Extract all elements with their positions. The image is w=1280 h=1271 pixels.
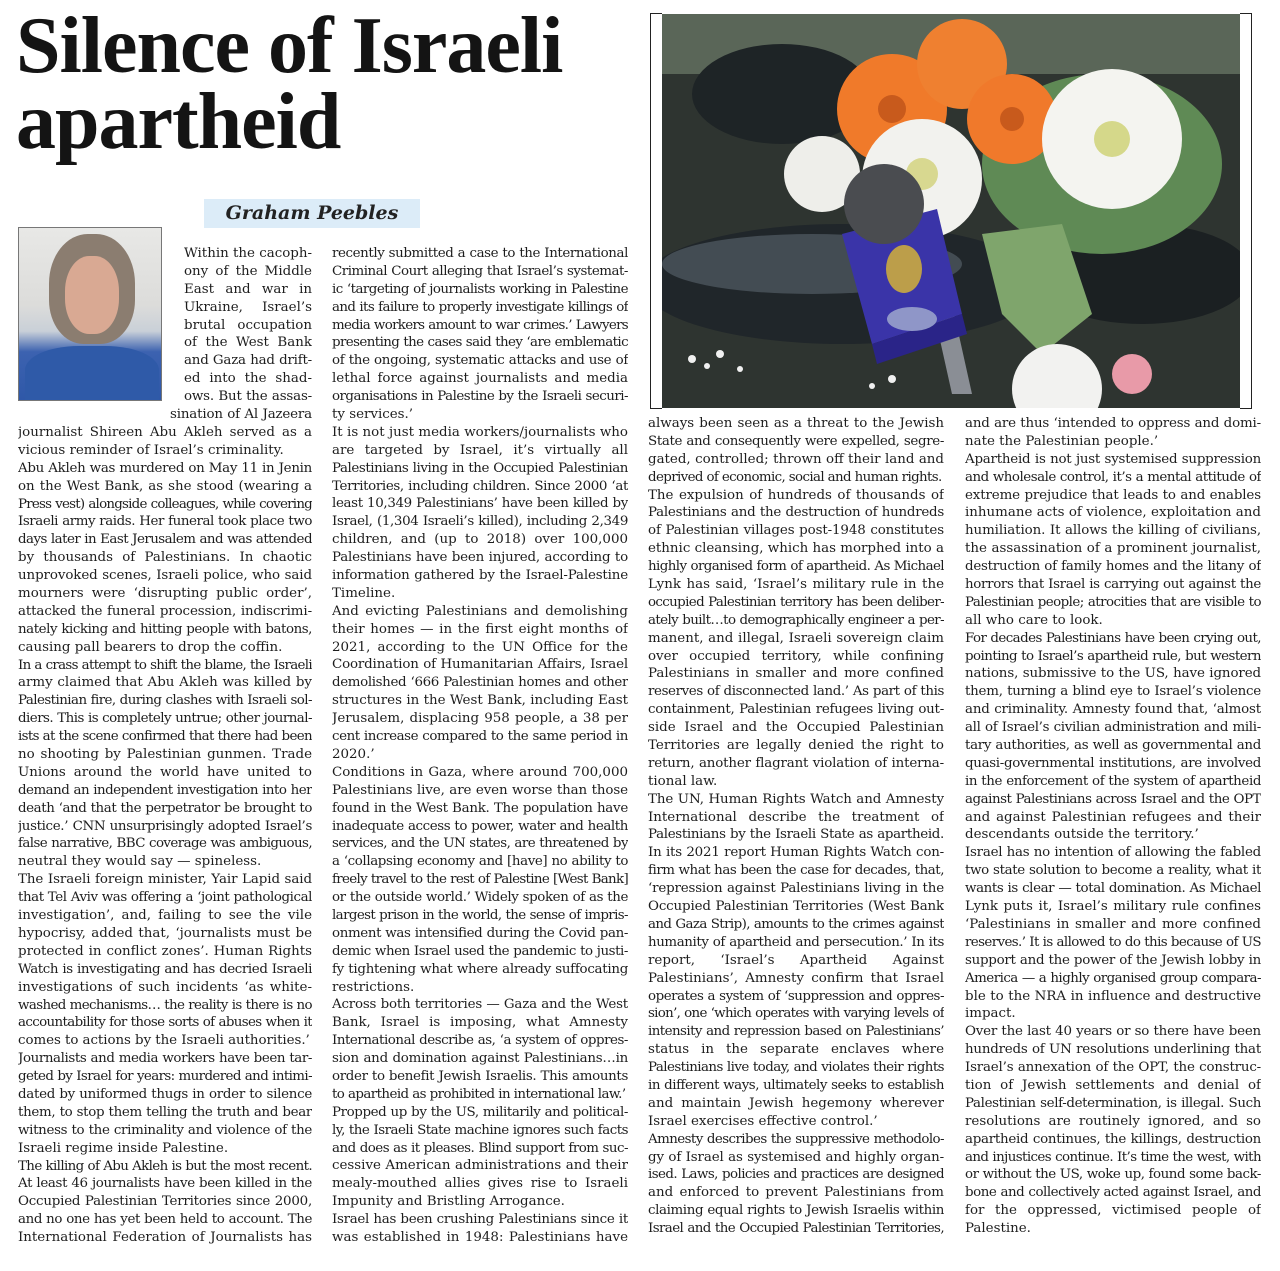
text-line: intensity and repression based on Palestinians’	[648, 1024, 944, 1040]
text-line: or the outside world.’ Widely spoken of as the	[332, 890, 628, 906]
text-line: and no one has yet been held to account. The	[18, 1212, 312, 1228]
text-line: Palestinians’, Amnesty confirm that Israel	[648, 970, 944, 986]
text-line: claiming equal rights to Jewish Israelis within	[648, 1203, 944, 1219]
text-line: and maintain Jewish hegemony wherever	[648, 1095, 944, 1111]
text-line: Within the cacoph-	[184, 246, 312, 261]
text-line: ed into the shad-	[184, 371, 312, 387]
text-line: geted by Israel for years: murdered and intimi-	[18, 1069, 312, 1085]
text-line: of the West Bank	[184, 335, 312, 351]
text-line: media workers amount to war crimes.’ Lawyers	[332, 317, 628, 333]
text-line: report, ‘Israel’s Apartheid Against	[648, 952, 944, 968]
text-line: recently submitted a case to the International	[332, 246, 628, 261]
text-line: accountability for those sorts of abuses when it	[18, 1015, 312, 1031]
text-line: Bank, Israel is imposing, what Amnesty	[332, 1015, 628, 1031]
text-line: all of Israel’s civilian administration and mili-	[965, 720, 1261, 736]
text-line: brutal occupation	[184, 317, 312, 333]
text-line: by thousands of Palestinians. In chaotic	[18, 550, 312, 566]
text-line: Palestinians by the Israeli State as apartheid.	[648, 827, 944, 843]
text-line: restrictions.	[332, 979, 415, 995]
text-line: Abu Akleh was murdered on May 11 in Jenin	[18, 460, 312, 476]
text-line: nate the Palestinian people.’	[965, 433, 1159, 449]
text-line: America — a highly organised group compara-	[965, 970, 1261, 986]
text-line: and its failure to properly investigate killings of	[332, 299, 628, 315]
text-line: Palestine.	[965, 1221, 1031, 1237]
text-line: Palestinian people; atrocities that are visible to	[965, 594, 1261, 610]
text-line: all who care to look.	[965, 612, 1103, 628]
text-line: and criminality. Amnesty found that, ‘almost	[965, 702, 1261, 718]
text-line: two state solution to become a reality, what it	[965, 863, 1261, 879]
text-line: side Israel and the Occupied Palestinian	[648, 720, 944, 736]
text-line: ic ‘targeting of journalists working in Palestine	[332, 281, 628, 297]
text-line: In a crass attempt to shift the blame, the Israeli	[18, 657, 312, 673]
text-line: causing pall bearers to drop the coffin.	[18, 639, 283, 655]
text-line: and Gaza Strip), amounts to the crimes against	[648, 916, 944, 932]
text-line: hundreds of UN resolutions underlining that	[965, 1042, 1261, 1058]
text-line: Israel has no intention of allowing the fabled	[965, 845, 1261, 861]
text-line: Palestinians live today, and violates their rights	[648, 1060, 944, 1076]
text-line: State and consequently were expelled, segre-	[648, 433, 944, 449]
text-line: Amnesty describes the suppressive methodolo-	[648, 1131, 944, 1147]
text-line: humiliation. It allows the killing of civilians,	[965, 523, 1261, 539]
text-line: International describe the treatment of	[648, 809, 944, 825]
text-line: and wholesale control, it’s a mental attitude of	[965, 469, 1261, 485]
text-line: services, and the UN states, are threatened by	[332, 836, 628, 852]
text-line: to apartheid as prohibited in international law.’	[332, 1086, 626, 1102]
column-4	[965, 415, 1261, 1238]
text-line: Coordination of Humanitarian Affairs, Israel	[332, 657, 628, 673]
portrait-face	[65, 256, 119, 334]
text-line: lethal force against journalists and media	[332, 371, 628, 387]
text-line: humanity of apartheid and persecution.’ In its	[648, 934, 944, 950]
text-line: resolutions are routinely ignored, and so	[965, 1113, 1261, 1129]
text-line: hypocrisy, added that, ‘journalists must be	[18, 925, 312, 941]
text-line: The killing of Abu Akleh is but the most recent.	[18, 1158, 312, 1174]
text-line: Palestinians living in the Occupied Palestinian	[332, 460, 628, 476]
text-line: impact.	[965, 1006, 1016, 1022]
text-line: order to benefit Jewish Israelis. This amounts	[332, 1068, 628, 1084]
text-line: was established in 1948: Palestinians have	[332, 1229, 628, 1245]
text-line: apartheid continues, the killings, destruction	[965, 1131, 1261, 1147]
text-line: unprovoked scenes, Israeli police, who said	[18, 568, 312, 584]
text-line: of Palestinian villages post-1948 constitutes	[648, 523, 944, 539]
text-line: organisations in Palestine by the Israeli securi-	[332, 389, 628, 405]
text-line: In its 2021 report Human Rights Watch con-	[648, 845, 944, 861]
photo-frame-right	[1251, 13, 1252, 409]
text-line: reserves of disconnected land.’ As part of this	[648, 684, 944, 700]
text-line: ‘repression against Palestinians living in the	[648, 881, 944, 897]
text-line: Israel, (1,304 Israeli’s killed), including 2,349	[332, 514, 628, 530]
text-line: are targeted by Israel, it’s virtually all	[332, 442, 628, 458]
column-1	[18, 424, 312, 1247]
text-line: fy tightening what where already suffocating	[332, 961, 628, 977]
text-line: comes to actions by the Israeli authorities.’	[18, 1033, 310, 1049]
text-line: Israel exercises effective control.’	[648, 1113, 878, 1129]
text-line: nations, submissive to the US, have ignored	[965, 666, 1261, 682]
text-line: ists at the scene confirmed that there had been	[18, 729, 312, 745]
text-line: And evicting Palestinians and demolishing	[332, 603, 628, 619]
text-line: operates a system of ‘suppression and oppres-	[648, 988, 944, 1004]
column-1-intro-last	[170, 406, 312, 424]
text-line: mealy-mouthed allies gives rise to Israeli	[332, 1176, 628, 1192]
text-line: ethnic cleansing, which has morphed into a	[648, 541, 944, 557]
text-line: protected in conflict zones’. Human Rights	[18, 943, 312, 959]
text-line: The UN, Human Rights Watch and Amnesty	[648, 791, 944, 807]
text-line: Over the last 40 years or so there have been	[965, 1024, 1261, 1040]
text-line: firm what has been the case for decades, that,	[648, 863, 944, 879]
text-line: reserves.’ It is allowed to do this because of US	[965, 934, 1261, 950]
text-line: in different ways, ultimately seeks to establish	[648, 1077, 944, 1093]
text-line: At least 46 journalists have been killed in the	[18, 1176, 312, 1192]
text-line: Palestinians and the destruction of hundreds	[648, 505, 944, 521]
text-line: them, turning a blind eye to Israel’s violence	[965, 684, 1261, 700]
text-line: and injustices continue. It’s time the west, with	[965, 1149, 1261, 1165]
text-line: demand an independent investigation into her	[18, 782, 312, 798]
text-line: army claimed that Abu Akleh was killed by	[18, 675, 312, 691]
text-line: Impunity and Bristling Arrogance.	[332, 1194, 565, 1210]
text-line: ly, the Israeli State machine ignores such facts	[332, 1122, 628, 1138]
text-line: gy of Israel as systemised and highly organ-	[648, 1149, 944, 1165]
text-line: tional law.	[648, 773, 718, 789]
text-line: of the ongoing, systematic attacks and use of	[332, 353, 628, 369]
text-line: against Palestinians across Israel and the OPT	[965, 791, 1261, 807]
text-line: for the oppressed, victimised people of	[965, 1203, 1261, 1219]
headline	[16, 2, 646, 166]
text-line: found in the West Bank. The population have	[332, 800, 628, 816]
byline: Graham Peebles	[204, 199, 420, 228]
text-line: Territories are legally denied the right to	[648, 738, 944, 754]
column-2	[332, 245, 628, 1247]
headline-line-1: Silence of Israeli	[16, 2, 563, 90]
text-line: Apartheid is not just systemised suppression	[965, 451, 1261, 467]
text-line: sion’, one ‘which operates with varying levels of	[648, 1006, 944, 1022]
text-line: diers. This is completely untrue; other journal-	[18, 711, 312, 727]
text-line: deprived of economic, social and human rights.	[648, 469, 942, 485]
text-line: sion and domination against Palestinians…in	[332, 1051, 628, 1067]
text-line: Israel has been crushing Palestinians since it	[332, 1212, 628, 1228]
text-line: Palestinians in smaller and more confined	[648, 666, 944, 682]
text-line: and are thus ‘intended to oppress and domi-	[965, 416, 1261, 431]
text-line: least 10,349 Palestinians’ have been killed by	[332, 496, 628, 512]
text-line: tary authorities, as well as governmental and	[965, 738, 1261, 754]
text-line: horrors that Israel is carrying out against the	[965, 577, 1261, 593]
text-line: The Israeli foreign minister, Yair Lapid said	[18, 872, 312, 888]
text-line: investigation’, and, failing to see the vile	[18, 908, 312, 924]
text-line: ately built…to demographically engineer a per-	[648, 612, 944, 628]
text-line: washed mechanisms… the reality is there is no	[18, 997, 312, 1013]
text-line: Journalists and media workers have been tar-	[18, 1051, 312, 1067]
microphone-flowers-illustration	[662, 14, 1240, 408]
text-line: 2021, according to the UN Office for the	[332, 639, 628, 655]
text-line: Occupied Palestinian Territories (West Bank	[648, 899, 944, 915]
text-line: freely travel to the rest of Palestine [West Bank]	[332, 872, 628, 888]
text-line: their homes — in the first eight months of	[332, 621, 628, 637]
text-line: cent increase compared to the same period in	[332, 729, 628, 745]
text-line: occupied Palestinian territory has been deliber-	[648, 594, 944, 610]
text-line: on the West Bank, as she stood (wearing a	[18, 478, 312, 494]
text-line: The expulsion of hundreds of thousands of	[648, 487, 944, 503]
text-line: children, and (up to 2018) over 100,000	[332, 532, 628, 548]
text-line: Palestinians live, are even worse than those	[332, 782, 628, 798]
text-line: investigations of such incidents ‘as white-	[18, 979, 312, 995]
text-line: support and the power of the Jewish lobby in	[965, 952, 1261, 968]
portrait-shirt	[25, 346, 159, 401]
text-line: them, to stop them telling the truth and bear	[18, 1104, 312, 1120]
text-line: nately kicking and hitting people with batons,	[18, 621, 312, 637]
text-line: Lynk has said, ‘Israel’s military rule in the	[648, 577, 944, 593]
text-line: International describe as, ‘a system of oppres-	[332, 1033, 628, 1049]
text-line: inhumane acts of violence, exploitation and	[965, 505, 1261, 521]
text-line: structures in the West Bank, including East	[332, 693, 628, 709]
text-line: Israeli regime inside Palestine.	[18, 1140, 229, 1156]
text-line: onment was intensified during the Covid pan-	[332, 925, 628, 941]
text-line: East and war in	[184, 281, 312, 297]
text-line: information gathered by the Israel-Palestine	[332, 568, 628, 584]
text-line: mourners were ‘disrupting public order’,	[18, 586, 312, 602]
text-line: tion of Jewish settlements and denial of	[965, 1077, 1261, 1093]
text-line: over occupied territory, while confining	[648, 648, 944, 664]
text-line: bone and collectively acted against Israel, and	[965, 1185, 1261, 1201]
text-line: largest prison in the world, the sense of impris-	[332, 907, 628, 923]
text-line: extreme prejudice that leads to and enables	[965, 487, 1261, 503]
text-line: demolished ‘666 Palestinian homes and other	[332, 675, 628, 691]
text-line: ows. But the assas-	[184, 389, 312, 405]
text-line: Timeline.	[332, 585, 396, 601]
text-line: and Gaza had drift-	[184, 353, 312, 369]
text-line: Israel’s annexation of the OPT, the construc-	[965, 1060, 1261, 1076]
text-line: ised. Laws, policies and practices are designed	[648, 1167, 944, 1183]
text-line: inadequate access to power, water and health	[332, 818, 628, 834]
text-line: descendants outside the territory.’	[965, 827, 1199, 843]
text-line: 2020.’	[332, 746, 375, 762]
text-line: return, another flagrant violation of interna-	[648, 755, 944, 771]
text-line: and enforced to prevent Palestinians from	[648, 1185, 944, 1201]
text-line: demic when Israel used the pandemic to justi-	[332, 943, 628, 959]
text-line: Criminal Court alleging that Israel’s systemat-	[332, 263, 628, 279]
text-line: highly organised form of apartheid. As Michael	[648, 559, 944, 575]
text-line: wants is clear — total domination. As Michael	[965, 881, 1261, 897]
headline-line-2: apartheid	[16, 78, 341, 166]
text-line: Press vest) alongside colleagues, while covering	[18, 496, 312, 512]
text-line: Palestinian fire, during clashes with Israeli sol-	[18, 693, 312, 709]
text-line: quasi-governmental institutions, are involved	[965, 755, 1261, 771]
text-line: Palestinian self-determination, is illegal. Such	[965, 1095, 1261, 1111]
text-line: the assassination of a prominent journalist,	[965, 541, 1261, 557]
text-line: days later in East Jerusalem and was attended	[18, 532, 312, 548]
text-line: dated by uniformed thugs in order to silence	[18, 1086, 312, 1102]
text-line: cessive American administrations and their	[332, 1158, 628, 1174]
column-3	[648, 415, 944, 1238]
text-line: attacked the funeral procession, indiscrimi-	[18, 603, 312, 619]
text-line: justice.’ CNN unsurprisingly adopted Israel’s	[18, 818, 312, 834]
text-line: no shooting by Palestinian gunmen. Trade	[18, 747, 312, 763]
text-line: manent, and illegal, Israeli sovereign claim	[648, 630, 944, 646]
photo-frame-bottom	[650, 408, 662, 409]
text-line: Ukraine, Israel’s	[184, 299, 312, 315]
text-line: witness to the criminality and violence of the	[18, 1122, 312, 1138]
text-line: Propped up by the US, militarily and political-	[332, 1104, 628, 1120]
text-line: ble to the NRA in influence and destructive	[965, 988, 1261, 1004]
text-line: that Tel Aviv was offering a ‘joint pathological	[18, 890, 312, 906]
text-line: false narrative, BBC coverage was ambiguous,	[18, 836, 312, 852]
text-line: Israel and the Occupied Palestinian Territories,	[648, 1221, 944, 1237]
text-line: Across both territories — Gaza and the West	[332, 997, 628, 1013]
text-line: It is not just media workers/journalists who	[332, 424, 628, 440]
column-1-intro	[184, 245, 312, 406]
text-line: International Federation of Journalists has	[18, 1230, 312, 1246]
main-photo	[662, 14, 1240, 408]
photo-frame-bottom-right	[1240, 408, 1252, 409]
text-line: a ‘collapsing economy and [have] no ability to	[332, 854, 628, 870]
text-line: or without the US, woke up, found some back-	[965, 1167, 1261, 1183]
text-line: Palestinians have been injured, according to	[332, 550, 628, 566]
text-line: pointing to Israel’s apartheid rule, but western	[965, 648, 1261, 664]
text-line: Occupied Palestinian Territories since 2000,	[18, 1194, 312, 1210]
text-line: journalist Shireen Abu Akleh served as a	[18, 425, 312, 440]
text-line: status in the separate enclaves where	[648, 1042, 944, 1058]
text-line: presenting the cases said they ‘are emblematic	[332, 335, 628, 351]
text-line: in the enforcement of the system of apartheid	[965, 773, 1261, 789]
text-line: Unions around the world have united to	[18, 764, 312, 780]
text-line: ty services.’	[332, 407, 414, 423]
text-line: Lynk puts it, Israel’s military rule confines	[965, 899, 1261, 915]
text-line: Jerusalem, displacing 958 people, a 38 per	[332, 711, 628, 727]
text-line: and against Palestinian refugees and their	[965, 809, 1261, 825]
text-line: Israeli army raids. Her funeral took place two	[18, 514, 312, 530]
text-line: death ‘and that the perpetrator be brought to	[18, 800, 312, 816]
text-line: always been seen as a threat to the Jewish	[648, 416, 944, 431]
text-line: ony of the Middle	[184, 263, 312, 279]
text-line: gated, controlled; thrown off their land and	[648, 451, 944, 467]
text-line: sination of Al Jazeera	[170, 407, 312, 422]
text-line: Watch is investigating and has decried Israeli	[18, 961, 312, 977]
text-line: and does as it pleases. Blind support from suc-	[332, 1140, 628, 1156]
photo-frame-left	[650, 13, 651, 409]
photo-frame-top	[650, 13, 662, 14]
text-line: Conditions in Gaza, where around 700,000	[332, 764, 628, 780]
text-line: containment, Palestinian refugees living out-	[648, 702, 944, 718]
text-line: neutral they would say — spineless.	[18, 854, 262, 870]
text-line: ‘Palestinians in smaller and more confined	[965, 916, 1261, 932]
text-line: For decades Palestinians have been crying out,	[965, 630, 1261, 646]
text-line: Territories, including children. Since 2000 ‘at	[332, 478, 628, 494]
text-line: destruction of family homes and the litany of	[965, 559, 1261, 575]
text-line: vicious reminder of Israel’s criminality.	[18, 442, 284, 458]
author-portrait	[18, 227, 162, 401]
